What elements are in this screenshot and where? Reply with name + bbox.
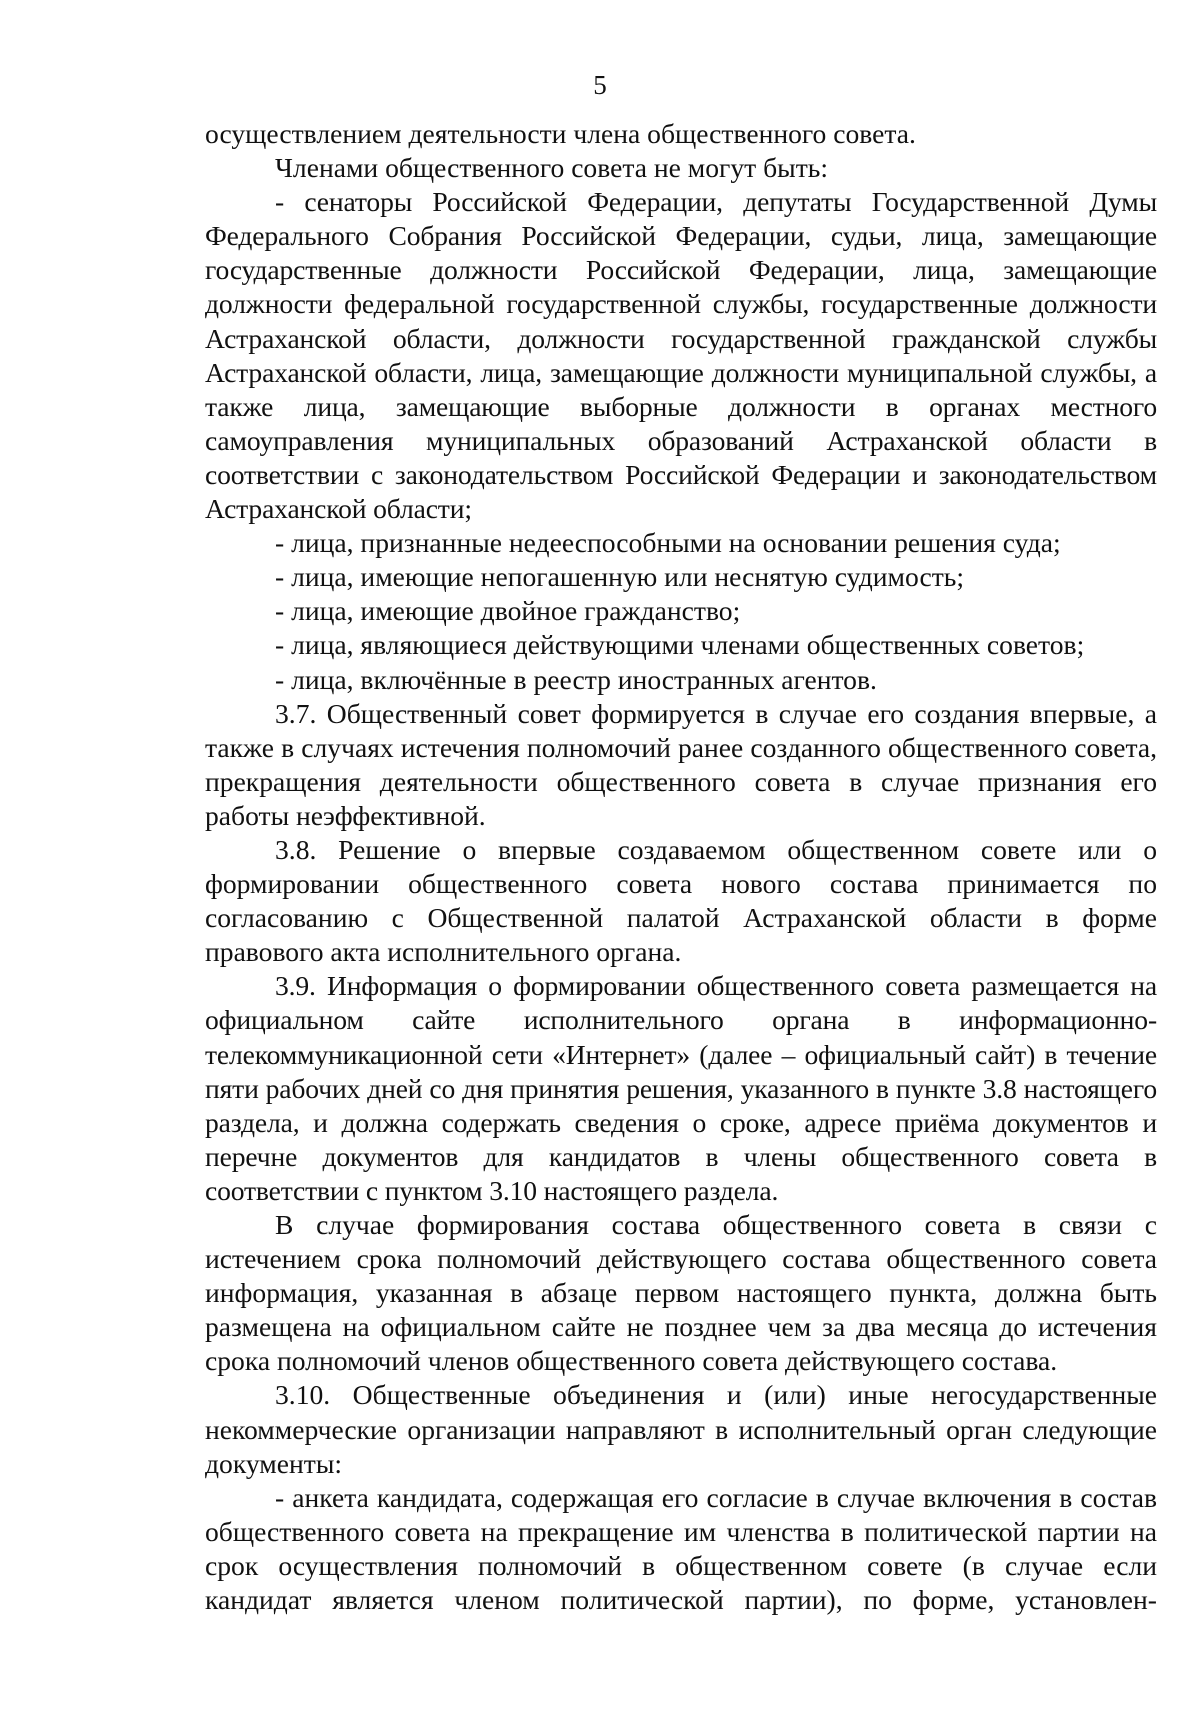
list-item-candidate-form: - анкета кандидата, содержащая его согласие в случае включения в состав общественного совета на прекращение им членства в политической партии на срок осуществления полномочий в общественном совете (в случае если кандидат является членом политической партии), по форме, установлен-	[205, 1481, 1157, 1616]
list-item-incapacitated: - лица, признанные недееспособными на основании решения суда;	[275, 527, 1061, 559]
paragraph-term-expiry: В случае формирования состава общественного совета в связи с истечением срока полномочий действующего состава общественного совета информация, указанная в абзаце первом настоящего пункта, должна быть размещена на официальном сайте не позднее чем за два месяца до истечения срока полномочий членов общественного совета действующего состава.	[205, 1209, 1157, 1377]
list-item-dual-citizenship: - лица, имеющие двойное гражданство;	[275, 595, 741, 627]
list-item-other-councils: - лица, являющиеся действующими членами общественных советов;	[275, 629, 1085, 661]
page-number: 5	[593, 70, 607, 100]
paragraph-members-restriction: Членами общественного совета не могут быть:	[275, 152, 829, 184]
list-item-criminal-record: - лица, имеющие непогашенную или неснятую судимость;	[275, 561, 965, 593]
paragraph-3-7: 3.7. Общественный совет формируется в случае его создания впервые, а также в случаях истечения полномочий ранее созданного общественного совета, прекращения деятельности общественного совета в случае признания его работы неэффективной.	[205, 697, 1157, 831]
paragraph-3-8: 3.8. Решение о впервые создаваемом общественном совете или о формировании общественного совета нового состава принимается по согласованию с Общественной палатой Астраханской области в форме правового акта исполнительного органа.	[205, 833, 1157, 968]
document-body	[205, 117, 1157, 1617]
paragraph-continuation: осуществлением деятельности члена общественного совета.	[205, 118, 916, 149]
list-item-officials: - сенаторы Российской Федерации, депутаты Государственной Думы Федерального Собрания Российской Федерации, судьи, лица, замещающие государственные должности Российской Федерации, лица, замещающие должности федеральной государственной службы, государственные должности Астраханской области, должности государственной гражданской службы Астраханской области, лица, замещающие должности муниципальной службы, а также лица, замещающие выборные должности в органах местного самоуправления муниципальных образований Астраханской области в соответствии с законодательством Российской Федерации и законодательством Астраханской области;	[205, 186, 1157, 525]
list-item-foreign-agents: - лица, включённые в реестр иностранных агентов.	[275, 663, 877, 695]
paragraph-3-9: 3.9. Информация о формировании общественного совета размещается на официальном сайте исполнительного органа в информационно-телекоммуникационной сети «Интернет» (далее – официальный сайт) в течение пяти рабочих дней со дня принятия решения, указанного в пункте 3.8 настоящего раздела, и должна содержать сведения о сроке, адресе приёма документов и перечне документов для кандидатов в члены общественного совета в соответствии с пунктом 3.10 настоящего раздела.	[205, 970, 1157, 1206]
paragraph-3-10: 3.10. Общественные объединения и (или) иные негосударственные некоммерческие организации направляют в исполнительный орган следующие документы:	[205, 1379, 1157, 1479]
